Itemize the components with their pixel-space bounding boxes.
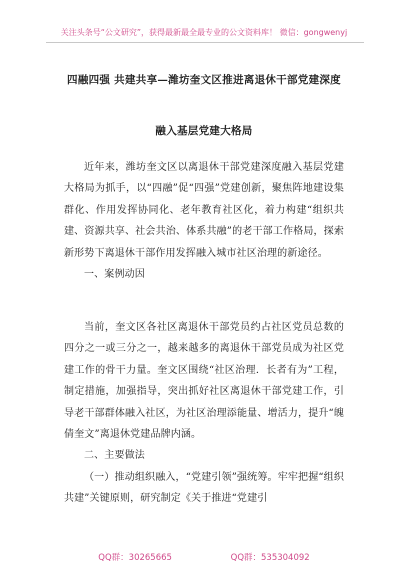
footer-qq-group-2: QQ群：535304092: [230, 553, 310, 563]
document-title: 四融四强 共建共享—潍坊奎文区推进离退休干部党建深度: [67, 74, 341, 86]
body-paragraph: 当前，奎文区各社区离退休干部党员约占社区党员总数的四分之一或三分之一，越来越多的离退休干部党员成为社区党建工作的骨干力量。奎文区围绕“社区治理．长者有为”工程，制定措施，加强指导，突出抓好社区离退休干部党建工作，引导老干部群体融入社区，为社区治理添能量、增活力，提升“魄倩奎文”离退休党建品牌内涵。: [64, 322, 344, 441]
document-body: [64, 157, 344, 285]
document-body-continued: [64, 317, 344, 510]
header-divider: [46, 42, 364, 43]
body-paragraph: 近年来，潍坊奎文区以离退休干部党建深度融入基层党建大格局为抓手，以“四融”促“四强”党建创新，聚焦阵地建设集群化、作用发挥协同化、老年教育社区化，着力构建“组织共建、资源共享、社会共治、体系共融”的老干部工作格局，探索新形势下离退休干部作用发挥融入城市社区治理的新途径。: [64, 162, 344, 259]
footer-qq-group-1: QQ群：30265665: [98, 553, 172, 563]
section-heading: 一、案例动因: [84, 269, 145, 281]
document-title-line2: 融入基层党建大格局: [155, 125, 253, 137]
section-heading: 二、主要做法: [84, 450, 145, 462]
body-paragraph: （一）推动组织融入，“党建引领”强统筹。牢牢把握“组织共建”关键原则，研究制定《关于推进“党建引: [64, 471, 344, 505]
header-banner: 关注头条号“公文研究”，获得最新最全最专业的公文资料库！ 微信：gongwenyj: [60, 28, 348, 37]
footer: [0, 551, 408, 563]
